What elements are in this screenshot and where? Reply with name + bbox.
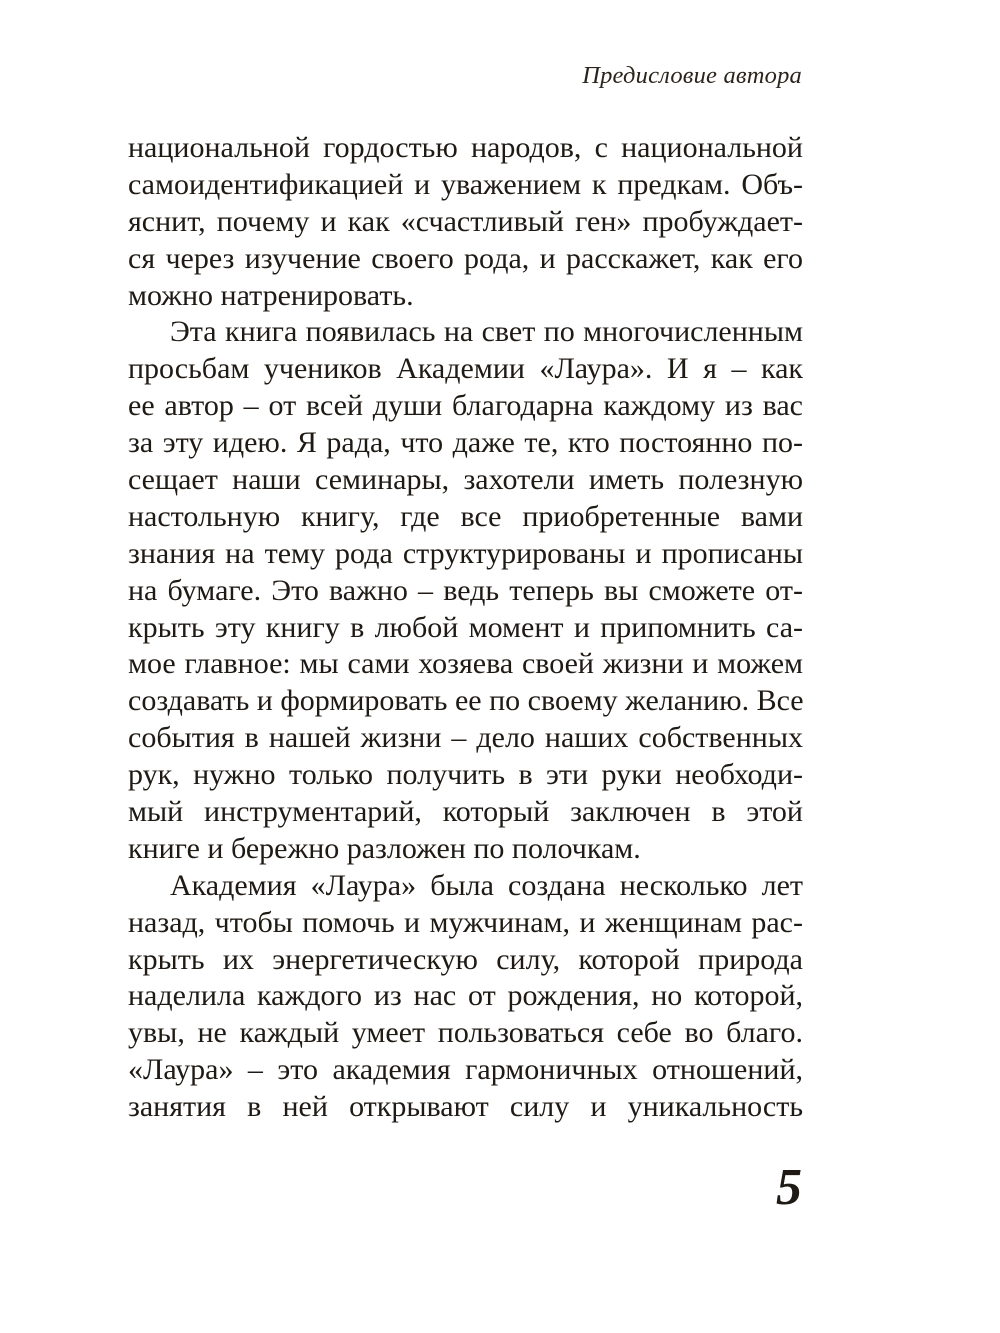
text-line: создавать и формировать ее по своему желанию. Все — [128, 684, 804, 718]
text-line: можно натренировать. — [128, 278, 414, 312]
text-line: яснит, почему и как «счастливый ген» пробуждает- — [128, 204, 803, 238]
text-line: самоидентификацией и уважением к предкам. Объ- — [128, 167, 803, 201]
text-line: сещает наши семинары, захотели иметь полезную — [128, 463, 803, 497]
text-line: рук, нужно только получить в эти руки необходи- — [128, 758, 803, 792]
running-header: Предисловие автора — [582, 62, 802, 89]
text-line: события в нашей жизни – дело наших собственных — [128, 721, 803, 755]
text-line: ся через изучение своего рода, и расскажет, как его — [128, 241, 803, 275]
text-line: настольную книгу, где все приобретенные вами — [128, 499, 803, 533]
text-line: национальной гордостью народов, с национальной — [128, 131, 803, 164]
text-line: «Лаура» – это академия гармоничных отношений, — [128, 1053, 803, 1087]
text-line: просьбам учеников Академии «Лаура». И я – как — [128, 352, 803, 386]
page-number: 5 — [776, 1159, 802, 1216]
text-line: ее автор – от всей души благодарна каждому из вас — [128, 389, 803, 423]
text-line: крыть эту книгу в любой момент и припомнить са- — [128, 610, 803, 644]
text-line: книге и бережно разложен по полочкам. — [128, 831, 641, 865]
text-line: за эту идею. Я рада, что даже те, кто постоянно по- — [128, 426, 803, 460]
text-line: наделила каждого из нас от рождения, но которой, — [128, 979, 803, 1013]
text-line: Академия «Лаура» была создана несколько лет — [170, 868, 803, 902]
text-line: увы, не каждый умеет пользоваться себе во благо. — [128, 1016, 803, 1050]
text-line: мое главное: мы сами хозяева своей жизни и можем — [128, 647, 803, 681]
text-line: крыть их энергетическую силу, которой природа — [128, 942, 803, 976]
text-line: занятия в ней открывают силу и уникальность — [128, 1090, 803, 1124]
text-line: Эта книга появилась на свет по многочисленным — [170, 315, 803, 349]
text-line: на бумаге. Это важно – ведь теперь вы сможете от- — [128, 573, 803, 607]
text-line: назад, чтобы помочь и мужчинам, и женщинам рас- — [128, 905, 803, 939]
text-line: мый инструментарий, который заключен в этой — [128, 795, 803, 829]
text-line: знания на тему рода структурированы и прописаны — [128, 536, 803, 570]
body-text — [128, 130, 803, 1126]
